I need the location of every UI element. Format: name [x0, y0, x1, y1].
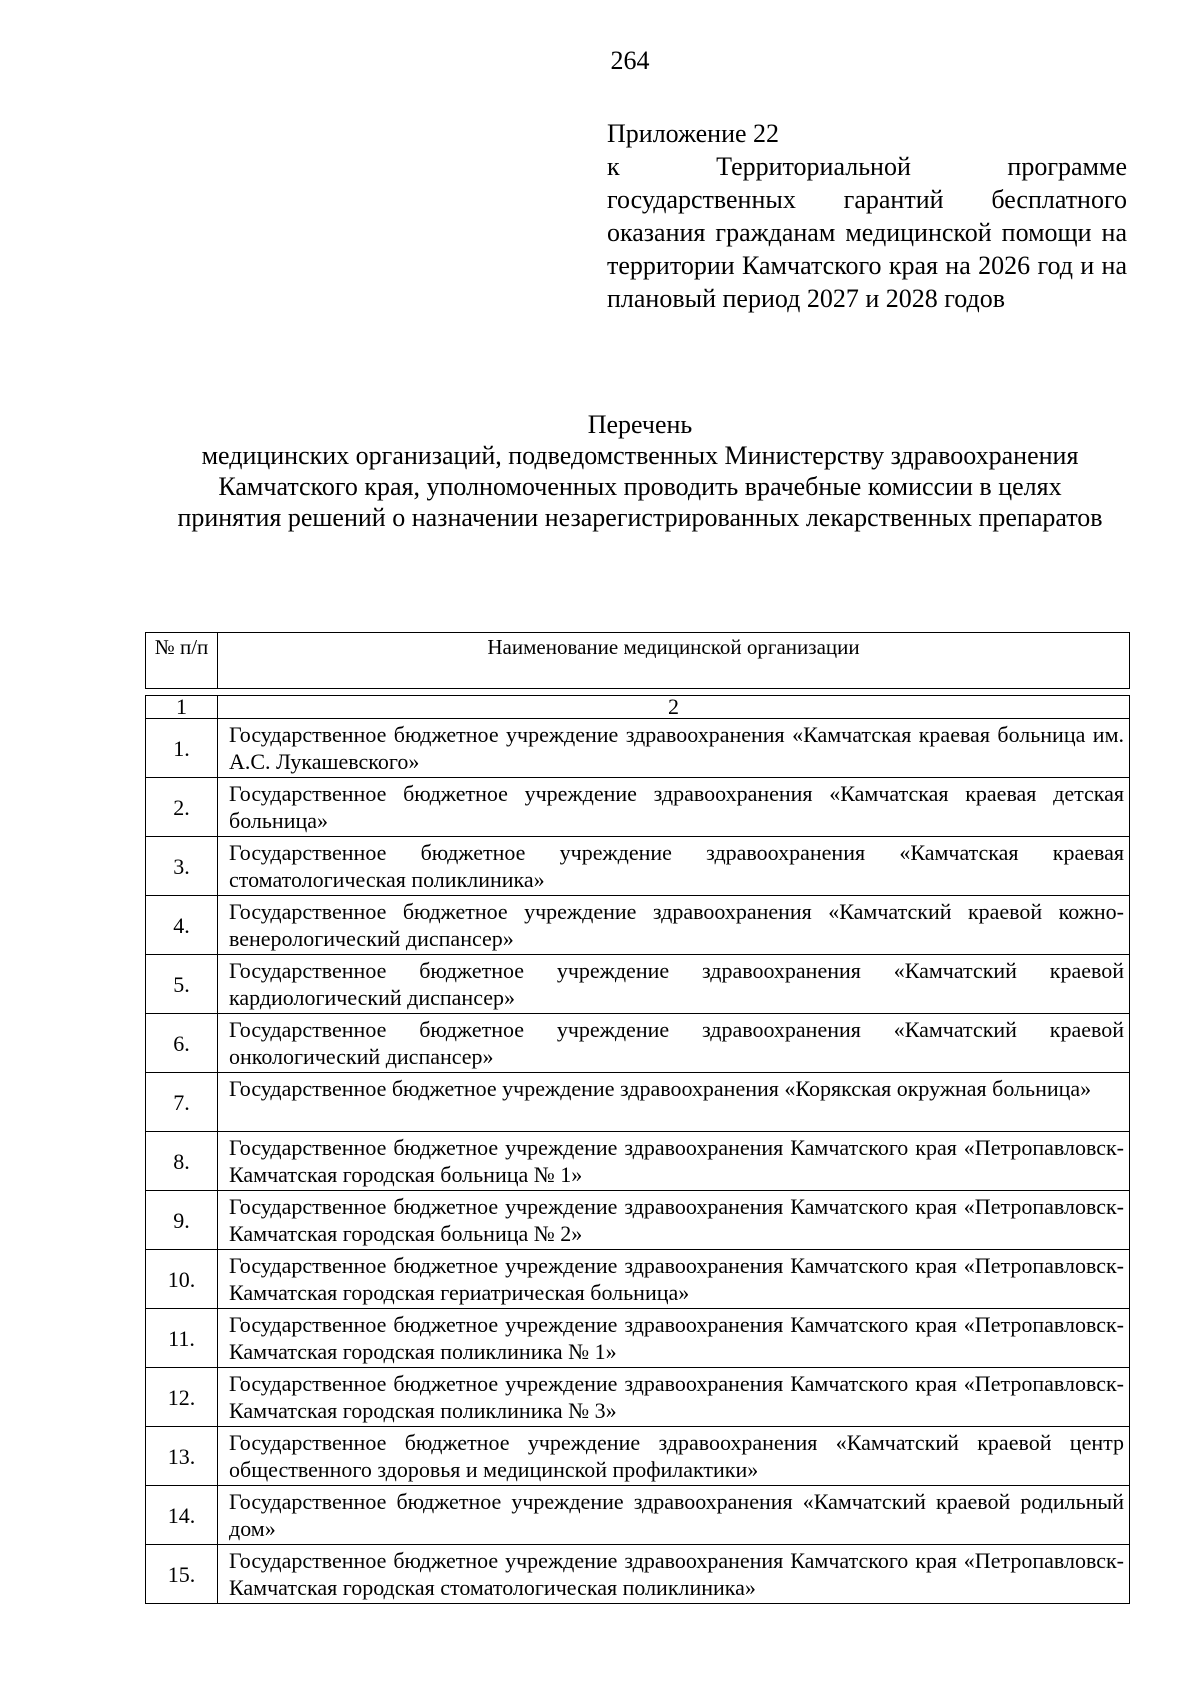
- table-row: [146, 896, 1130, 955]
- organization-name: Государственное бюджетное учреждение здравоохранения «Камчатский краевой центр общественного здоровья и медицинской профилактики»: [218, 1427, 1130, 1486]
- organization-name: Государственное бюджетное учреждение здравоохранения Камчатского края «Петропавловск-Камчатская городская больница № 1»: [218, 1132, 1130, 1191]
- table-row: [146, 1545, 1130, 1604]
- document-title: [140, 409, 1140, 533]
- column-index-2: 2: [218, 696, 1130, 719]
- row-number: 6.: [146, 1014, 218, 1073]
- table-row: [146, 955, 1130, 1014]
- header-num: № п/п: [146, 633, 218, 689]
- row-number: 13.: [146, 1427, 218, 1486]
- table-header: [145, 632, 1130, 689]
- appendix-block: [607, 117, 1127, 315]
- page-number: 264: [610, 46, 650, 75]
- row-number: 3.: [146, 837, 218, 896]
- row-number: 1.: [146, 719, 218, 778]
- row-number: 8.: [146, 1132, 218, 1191]
- appendix-reference: к Территориальной программе государственных гарантий бесплатного оказания гражданам медицинской помощи на территории Камчатского края на 2026 год и на плановый период 2027 и 2028 годов: [607, 152, 1127, 313]
- header-row: [146, 633, 1130, 689]
- table-row: [146, 1309, 1130, 1368]
- organization-name: Государственное бюджетное учреждение здравоохранения «Камчатский краевой кожно-венерологический диспансер»: [218, 896, 1130, 955]
- organization-name: Государственное бюджетное учреждение здравоохранения Камчатского края «Петропавловск-Камчатская городская гериатрическая больница»: [218, 1250, 1130, 1309]
- organization-name: Государственное бюджетное учреждение здравоохранения «Камчатская краевая стоматологическая поликлиника»: [218, 837, 1130, 896]
- table-row: [146, 1486, 1130, 1545]
- row-number: 12.: [146, 1368, 218, 1427]
- organization-name: Государственное бюджетное учреждение здравоохранения «Корякская окружная больница»: [218, 1073, 1130, 1132]
- appendix-number: Приложение 22: [607, 119, 780, 148]
- table-row: [146, 719, 1130, 778]
- table-row: [146, 1427, 1130, 1486]
- table-row: [146, 1014, 1130, 1073]
- organization-name: Государственное бюджетное учреждение здравоохранения «Камчатский краевой онкологический диспансер»: [218, 1014, 1130, 1073]
- row-number: 9.: [146, 1191, 218, 1250]
- table-row: [146, 1132, 1130, 1191]
- column-index-row: [146, 696, 1130, 719]
- row-number: 10.: [146, 1250, 218, 1309]
- table-body: [146, 696, 1130, 1604]
- row-number: 5.: [146, 955, 218, 1014]
- table-row: [146, 1368, 1130, 1427]
- table-row: [146, 837, 1130, 896]
- organization-name: Государственное бюджетное учреждение здравоохранения «Камчатская краевая больница им. А.С. Лукашевского»: [218, 719, 1130, 778]
- row-number: 15.: [146, 1545, 218, 1604]
- row-number: 11.: [146, 1309, 218, 1368]
- table-row: [146, 1191, 1130, 1250]
- row-number: 7.: [146, 1073, 218, 1132]
- table-row: [146, 778, 1130, 837]
- table-row: [146, 1073, 1130, 1132]
- organization-name: Государственное бюджетное учреждение здравоохранения «Камчатский краевой родильный дом»: [218, 1486, 1130, 1545]
- title-heading: Перечень: [587, 410, 693, 439]
- organization-name: Государственное бюджетное учреждение здравоохранения Камчатского края «Петропавловск-Камчатская городская поликлиника № 1»: [218, 1309, 1130, 1368]
- organization-name: Государственное бюджетное учреждение здравоохранения «Камчатская краевая детская больница»: [218, 778, 1130, 837]
- organizations-table: [145, 695, 1130, 1604]
- organization-name: Государственное бюджетное учреждение здравоохранения Камчатского края «Петропавловск-Камчатская городская больница № 2»: [218, 1191, 1130, 1250]
- organization-name: Государственное бюджетное учреждение здравоохранения Камчатского края «Петропавловск-Камчатская городская поликлиника № 3»: [218, 1368, 1130, 1427]
- organization-name: Государственное бюджетное учреждение здравоохранения Камчатского края «Петропавловск-Камчатская городская стоматологическая поликлиника»: [218, 1545, 1130, 1604]
- column-index-1: 1: [146, 696, 218, 719]
- row-number: 14.: [146, 1486, 218, 1545]
- header-name: Наименование медицинской организации: [218, 633, 1130, 689]
- table-row: [146, 1250, 1130, 1309]
- row-number: 4.: [146, 896, 218, 955]
- organization-name: Государственное бюджетное учреждение здравоохранения «Камчатский краевой кардиологический диспансер»: [218, 955, 1130, 1014]
- row-number: 2.: [146, 778, 218, 837]
- title-subheading: медицинских организаций, подведомственных Министерству здравоохранения Камчатского края, уполномоченных проводить врачебные комиссии в целях принятия решений о назначении незарегистрированных лекарственных препаратов: [177, 441, 1103, 532]
